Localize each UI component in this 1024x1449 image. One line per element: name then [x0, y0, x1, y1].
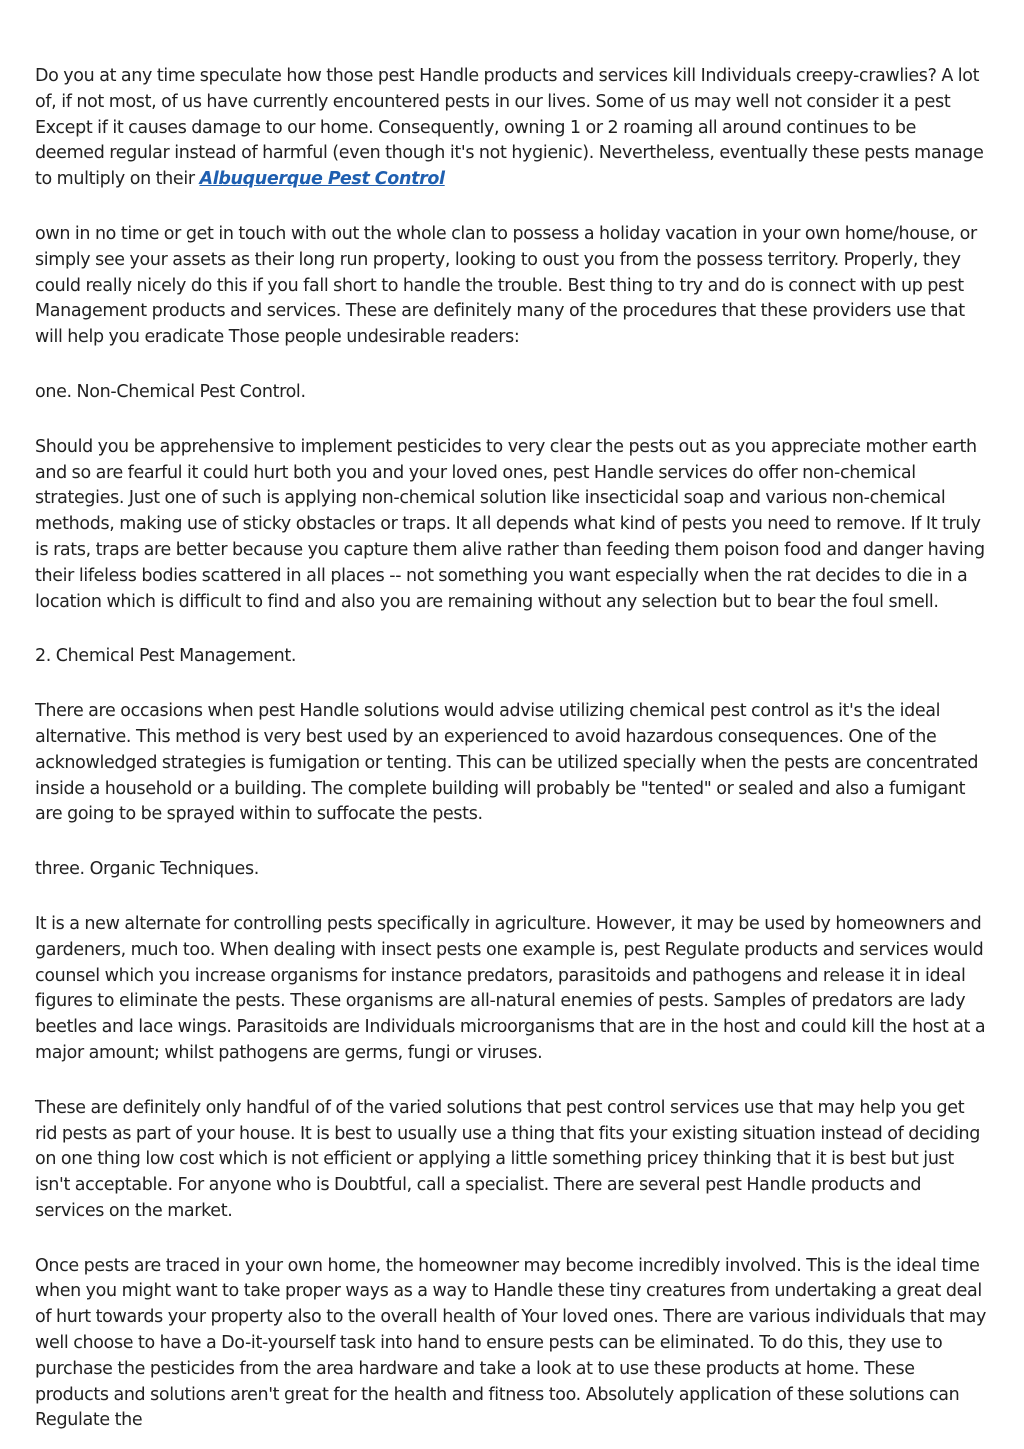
section-heading-chemical: 2. Chemical Pest Management. [35, 646, 297, 667]
albuquerque-pest-control-link[interactable]: Albuquerque Pest Control [199, 169, 445, 190]
paragraph-non-chemical: Should you be apprehensive to implement pesticides to very clear the pests out as you appreciate mother earth and so are fearful it could hurt both you and your loved ones, pest Handle services do offer non-chemical strategies. Just one of such is applying non-chemical solution like insecticidal soap and various non-chemical methods, making use of sticky obstacles or traps. It all depends what kind of pests you need to remove. If It truly is rats, traps are better because you capture them alive rather than feeding them poison food and danger having their lifeless bodies scattered in all places -- not something you want especially when the rat decides to die in a location which is difficult to find and also you are remaining without any selection but to bear the foul smell. [35, 436, 985, 612]
section-heading-non-chemical: one. Non-Chemical Pest Control. [35, 381, 306, 402]
paragraph-summary: These are definitely only handful of of the varied solutions that pest control services use that may help you get rid pests as part of your house. It is best to usually use a thing that fits your existing situation instead of deciding on one thing low cost which is not efficient or applying a little something pricey thinking that it is best but just isn't acceptable. For anyone who is Doubtful, call a specialist. There are several pest Handle products and services on the market. [35, 1097, 980, 1221]
paragraph-intro-text: Do you at any time speculate how those pest Handle products and services kill Individuals creepy-crawlies? A lot of, if not most, of us have currently encountered pests in our lives. Some of us may well not consider it a pest Except if it causes damage to our home. Consequently, owning 1 or 2 roaming all around continues to be deemed regular instead of harmful (even though it's not hygienic). Nevertheless, eventually these pests manage to multiply on their [35, 66, 984, 190]
paragraph-homeowner: Once pests are traced in your own home, the homeowner may become incredibly involved. This is the ideal time when you might want to take proper ways as a way to Handle these tiny creatures from undertaking a great deal of hurt towards your property also to the overall health of Your loved ones. There are various individuals that may well choose to have a Do-it-yourself task into hand to ensure pests can be eliminated. To do this, they use to purchase the pesticides from the area hardware and take a look at to use these products at home. These products and solutions aren't great for the health and fitness too. Absolutely application of these solutions can Regulate the [35, 1255, 986, 1431]
paragraph-chemical: There are occasions when pest Handle solutions would advise utilizing chemical pest control as it's the ideal alternative. This method is very best used by an experienced to avoid hazardous consequences. One of the acknowledged strategies is fumigation or tenting. This can be utilized specially when the pests are concentrated inside a household or a building. The complete building will probably be "tented" or sealed and also a fumigant are going to be sprayed within to suffocate the pests. [35, 701, 979, 825]
paragraph-organic: It is a new alternate for controlling pests specifically in agriculture. However, it may be used by homeowners and gardeners, much too. When dealing with insect pests one example is, pest Regulate products and services would counsel which you increase organisms for instance predators, parasitoids and pathogens and release it in ideal figures to eliminate the pests. These organisms are all-natural enemies of pests. Samples of predators are lady beetles and lace wings. Parasitoids are Individuals microorganisms that are in the host and could kill the host at a major amount; whilst pathogens are germs, fungi or viruses. [35, 913, 986, 1063]
paragraph-intro [35, 64, 988, 193]
paragraph-continuation: own in no time or get in touch with out the whole clan to possess a holiday vacation in your own home/house, or simply see your assets as their long run property, looking to oust you from the possess territory. Properly, they could really nicely do this if you fall short to handle the trouble. Best thing to try and do is connect with up pest Management products and services. These are definitely many of the procedures that these providers use that will help you eradicate Those people undesirable readers: [35, 223, 977, 348]
section-heading-organic: three. Organic Techniques. [35, 859, 259, 880]
